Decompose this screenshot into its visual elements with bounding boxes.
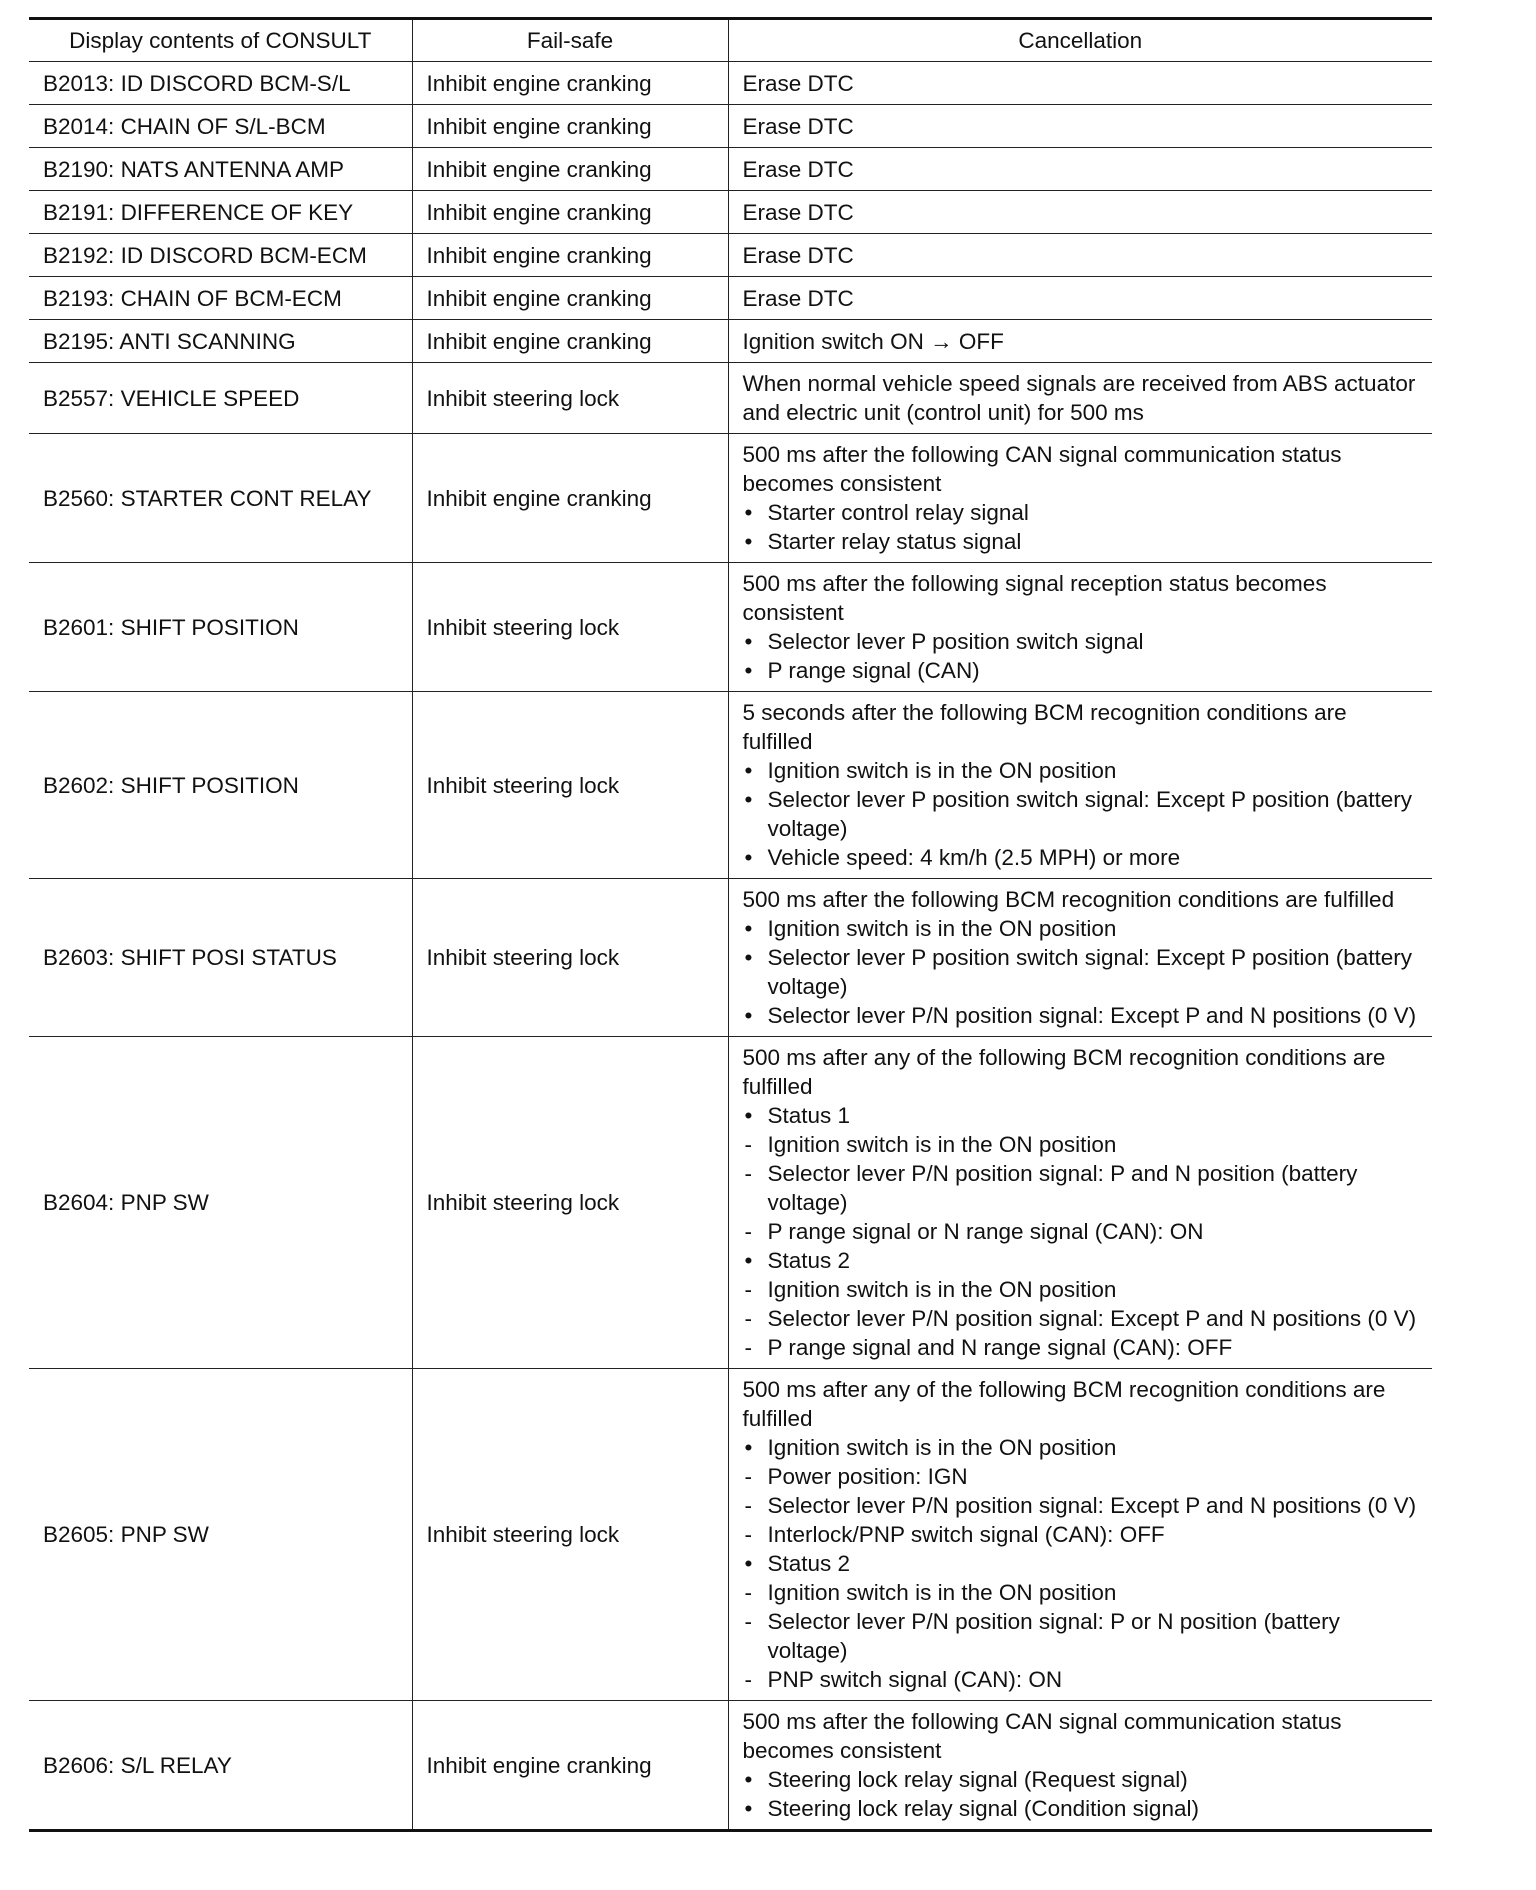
cancellation-cell <box>728 105 1432 148</box>
cancellation-text: Erase DTC <box>742 70 854 96</box>
list-item-text: Ignition switch is in the ON position <box>767 1132 1117 1157</box>
list-item <box>743 1520 1421 1549</box>
list-item <box>743 1665 1421 1694</box>
fail-safe-cell: Inhibit steering lock <box>412 563 728 692</box>
cancellation-text: 500 ms after the following BCM recognition conditions are fulfilled <box>742 887 1395 912</box>
table-body <box>29 62 1432 1831</box>
list-item <box>743 1246 1421 1275</box>
table-row <box>29 434 1432 563</box>
cancellation-text: 500 ms after any of the following BCM recognition conditions are fulfilled <box>742 1377 1386 1431</box>
list-item <box>743 756 1421 785</box>
cancellation-cell <box>728 234 1432 277</box>
list-item <box>743 656 1421 685</box>
header-cancellation: Cancellation <box>728 19 1432 62</box>
cancellation-text: 500 ms after the following signal reception status becomes consistent <box>742 571 1327 625</box>
condition-list <box>743 498 1421 556</box>
cancellation-cell <box>728 1369 1432 1701</box>
bullet-mark: - <box>744 1132 752 1157</box>
list-item <box>743 843 1421 872</box>
cancellation-text: 5 seconds after the following BCM recognition conditions are fulfilled <box>742 700 1347 754</box>
list-item <box>743 1217 1421 1246</box>
fail-safe-cell: Inhibit engine cranking <box>412 434 728 563</box>
cancellation-text: Erase DTC <box>742 199 854 225</box>
list-item <box>743 1333 1421 1362</box>
header-row <box>29 19 1432 62</box>
table-row <box>29 320 1432 363</box>
cancellation-text: Erase DTC <box>742 113 854 139</box>
table-row <box>29 191 1432 234</box>
list-item <box>743 1433 1421 1462</box>
list-item <box>743 527 1421 556</box>
list-item <box>743 1101 1421 1130</box>
bullet-mark: • <box>744 845 753 870</box>
list-item <box>743 1578 1421 1607</box>
cancellation-cell <box>728 563 1432 692</box>
bullet-mark: - <box>744 1493 752 1518</box>
list-item-text: Steering lock relay signal (Request signal) <box>767 1767 1188 1792</box>
list-item-text: Selector lever P position switch signal: Except P position (battery voltage) <box>767 787 1412 841</box>
bullet-mark: • <box>744 1248 753 1273</box>
list-item-text: Status 1 <box>767 1103 851 1128</box>
cancellation-cell <box>728 320 1432 363</box>
cancellation-text: Ignition switch ON → OFF <box>742 328 1004 354</box>
fail-safe-cell: Inhibit engine cranking <box>412 148 728 191</box>
bullet-mark: • <box>744 1003 753 1028</box>
bullet-mark: • <box>744 945 753 970</box>
fail-safe-cell: Inhibit steering lock <box>412 879 728 1037</box>
dtc-code-cell: B2014: CHAIN OF S/L-BCM <box>29 105 412 148</box>
table-row <box>29 277 1432 320</box>
cancellation-text: 500 ms after any of the following BCM recognition conditions are fulfilled <box>742 1045 1386 1099</box>
condition-list <box>743 1101 1421 1362</box>
fail-safe-cell: Inhibit engine cranking <box>412 1701 728 1831</box>
cancellation-cell <box>728 191 1432 234</box>
list-item-text: Ignition switch is in the ON position <box>767 1580 1117 1605</box>
list-item <box>743 1275 1421 1304</box>
table-row <box>29 1701 1432 1831</box>
list-item-text: Selector lever P/N position signal: Except P and N positions (0 V) <box>767 1493 1417 1518</box>
dtc-code-cell: B2605: PNP SW <box>29 1369 412 1701</box>
condition-list <box>743 627 1421 685</box>
list-item-text: Selector lever P/N position signal: Except P and N positions (0 V) <box>767 1003 1417 1028</box>
cancellation-cell <box>728 277 1432 320</box>
list-item-text: PNP switch signal (CAN): ON <box>767 1667 1063 1692</box>
dtc-code-cell: B2192: ID DISCORD BCM-ECM <box>29 234 412 277</box>
table-row <box>29 234 1432 277</box>
list-item <box>743 1001 1421 1030</box>
dtc-code-cell: B2602: SHIFT POSITION <box>29 692 412 879</box>
list-item-text: Ignition switch is in the ON position <box>767 1277 1117 1302</box>
bullet-mark: • <box>744 658 753 683</box>
cancellation-text: 500 ms after the following CAN signal communication status becomes consistent <box>742 1709 1342 1763</box>
cancellation-text: 500 ms after the following CAN signal communication status becomes consistent <box>742 442 1342 496</box>
cancellation-cell <box>728 363 1432 434</box>
bullet-mark: • <box>744 1551 753 1576</box>
list-item <box>743 1491 1421 1520</box>
bullet-mark: • <box>744 1435 753 1460</box>
cancellation-text: When normal vehicle speed signals are received from ABS actuator and electric unit (control unit) for 500 ms <box>742 371 1416 425</box>
bullet-mark: • <box>744 629 753 654</box>
bullet-mark: - <box>744 1277 752 1302</box>
dtc-code-cell: B2604: PNP SW <box>29 1037 412 1369</box>
list-item <box>743 627 1421 656</box>
list-item <box>743 1304 1421 1333</box>
cancellation-cell <box>728 62 1432 105</box>
table-row <box>29 105 1432 148</box>
list-item-text: Selector lever P/N position signal: P or N position (battery voltage) <box>767 1609 1340 1663</box>
cancellation-text: Erase DTC <box>742 242 854 268</box>
fail-safe-cell: Inhibit engine cranking <box>412 277 728 320</box>
list-item-text: Selector lever P position switch signal <box>767 629 1144 654</box>
bullet-mark: • <box>744 787 753 812</box>
header-fail-safe: Fail-safe <box>412 19 728 62</box>
table-row <box>29 879 1432 1037</box>
dtc-code-cell: B2601: SHIFT POSITION <box>29 563 412 692</box>
fail-safe-cell: Inhibit steering lock <box>412 692 728 879</box>
bullet-mark: - <box>744 1161 752 1186</box>
list-item <box>743 785 1421 843</box>
bullet-mark: - <box>744 1306 752 1331</box>
table-row <box>29 62 1432 105</box>
bullet-mark: - <box>744 1522 752 1547</box>
bullet-mark: • <box>744 1103 753 1128</box>
condition-list <box>743 756 1421 872</box>
dtc-code-cell: B2560: STARTER CONT RELAY <box>29 434 412 563</box>
cancellation-text: Erase DTC <box>742 285 854 311</box>
cancellation-text: Erase DTC <box>742 156 854 182</box>
bullet-mark: • <box>744 1767 753 1792</box>
table-row <box>29 1369 1432 1701</box>
list-item-text: Ignition switch is in the ON position <box>767 758 1117 783</box>
list-item-text: Status 2 <box>767 1551 851 1576</box>
fail-safe-cell: Inhibit steering lock <box>412 1369 728 1701</box>
list-item-text: Selector lever P/N position signal: Except P and N positions (0 V) <box>767 1306 1417 1331</box>
bullet-mark: - <box>744 1580 752 1605</box>
bullet-mark: • <box>744 916 753 941</box>
dtc-code-cell: B2195: ANTI SCANNING <box>29 320 412 363</box>
condition-list <box>743 914 1421 1030</box>
dtc-code-cell: B2191: DIFFERENCE OF KEY <box>29 191 412 234</box>
list-item-text: Steering lock relay signal (Condition signal) <box>767 1796 1199 1821</box>
dtc-code-cell: B2190: NATS ANTENNA AMP <box>29 148 412 191</box>
list-item-text: P range signal (CAN) <box>767 658 980 683</box>
header-consult-display: Display contents of CONSULT <box>29 19 412 62</box>
bullet-mark: - <box>744 1667 752 1692</box>
list-item-text: Selector lever P position switch signal: Except P position (battery voltage) <box>767 945 1412 999</box>
bullet-mark: • <box>744 1796 753 1821</box>
list-item-text: Starter control relay signal <box>767 500 1029 525</box>
condition-list <box>743 1765 1421 1823</box>
fail-safe-cell: Inhibit steering lock <box>412 1037 728 1369</box>
fail-safe-cell: Inhibit engine cranking <box>412 320 728 363</box>
fail-safe-cell: Inhibit engine cranking <box>412 234 728 277</box>
list-item <box>743 943 1421 1001</box>
list-item <box>743 1607 1421 1665</box>
table-row <box>29 148 1432 191</box>
fail-safe-cell: Inhibit engine cranking <box>412 105 728 148</box>
fail-safe-table <box>29 17 1432 1832</box>
list-item <box>743 1549 1421 1578</box>
list-item-text: Ignition switch is in the ON position <box>767 916 1117 941</box>
list-item-text: Power position: IGN <box>767 1464 968 1489</box>
bullet-mark: - <box>744 1609 752 1634</box>
list-item-text: Interlock/PNP switch signal (CAN): OFF <box>767 1522 1165 1547</box>
dtc-code-cell: B2193: CHAIN OF BCM-ECM <box>29 277 412 320</box>
bullet-mark: - <box>744 1219 752 1244</box>
list-item-text: Vehicle speed: 4 km/h (2.5 MPH) or more <box>767 845 1181 870</box>
list-item <box>743 498 1421 527</box>
table-row <box>29 363 1432 434</box>
cancellation-cell <box>728 1037 1432 1369</box>
bullet-mark: • <box>744 500 753 525</box>
cancellation-cell <box>728 1701 1432 1831</box>
dtc-code-cell: B2603: SHIFT POSI STATUS <box>29 879 412 1037</box>
list-item <box>743 1462 1421 1491</box>
dtc-code-cell: B2606: S/L RELAY <box>29 1701 412 1831</box>
list-item <box>743 1130 1421 1159</box>
cancellation-cell <box>728 879 1432 1037</box>
list-item-text: P range signal or N range signal (CAN): ON <box>767 1219 1204 1244</box>
list-item <box>743 1794 1421 1823</box>
bullet-mark: - <box>744 1464 752 1489</box>
list-item <box>743 1765 1421 1794</box>
bullet-mark: - <box>744 1335 752 1360</box>
list-item <box>743 1159 1421 1217</box>
fail-safe-cell: Inhibit steering lock <box>412 363 728 434</box>
condition-list <box>743 1433 1421 1694</box>
list-item-text: Starter relay status signal <box>767 529 1022 554</box>
list-item-text: Ignition switch is in the ON position <box>767 1435 1117 1460</box>
table-row <box>29 563 1432 692</box>
fail-safe-cell: Inhibit engine cranking <box>412 62 728 105</box>
dtc-code-cell: B2013: ID DISCORD BCM-S/L <box>29 62 412 105</box>
cancellation-cell <box>728 434 1432 563</box>
list-item-text: Selector lever P/N position signal: P and N position (battery voltage) <box>767 1161 1358 1215</box>
dtc-code-cell: B2557: VEHICLE SPEED <box>29 363 412 434</box>
table-row <box>29 1037 1432 1369</box>
table-row <box>29 692 1432 879</box>
list-item-text: P range signal and N range signal (CAN): OFF <box>767 1335 1233 1360</box>
fail-safe-cell: Inhibit engine cranking <box>412 191 728 234</box>
bullet-mark: • <box>744 758 753 783</box>
bullet-mark: • <box>744 529 753 554</box>
list-item <box>743 914 1421 943</box>
cancellation-cell <box>728 692 1432 879</box>
list-item-text: Status 2 <box>767 1248 851 1273</box>
cancellation-cell <box>728 148 1432 191</box>
